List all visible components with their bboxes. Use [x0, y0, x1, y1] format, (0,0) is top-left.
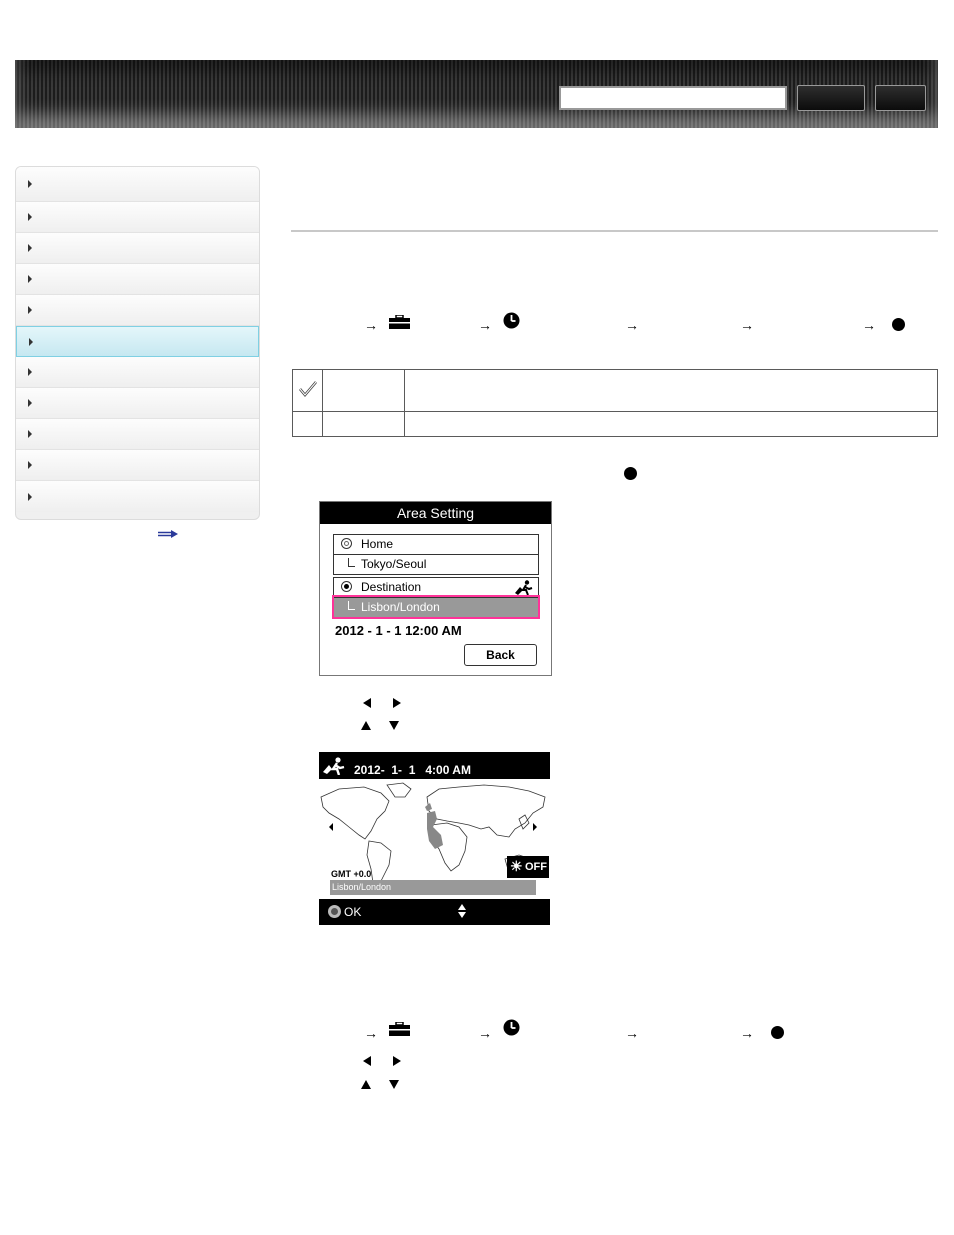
city-bar	[330, 880, 536, 895]
title-divider	[291, 230, 938, 232]
chevron-right-icon	[28, 368, 32, 376]
radio-selected-icon	[341, 581, 352, 592]
table-cell	[405, 412, 938, 437]
dst-status: OFF	[525, 861, 547, 873]
tree-branch-icon	[348, 601, 355, 610]
destination-city-row[interactable]	[334, 597, 538, 617]
destination-label: Destination	[361, 580, 422, 594]
sidebar-item[interactable]	[16, 419, 259, 450]
datetime-display: 2012- 1- 1 4:00 AM	[354, 763, 471, 777]
radio-icon	[341, 538, 352, 549]
search-input[interactable]	[559, 86, 787, 110]
step-arrow: →	[740, 317, 754, 333]
center-button-icon	[771, 1026, 784, 1039]
table-cell	[293, 370, 323, 412]
down-arrow-icon	[458, 912, 466, 918]
up-arrow-icon	[361, 1080, 371, 1089]
datetime-display: 2012 - 1 - 1 12:00 AM	[335, 623, 462, 638]
sidebar-item-active[interactable]	[16, 326, 259, 357]
sidebar-item[interactable]	[16, 357, 259, 388]
toolbox-icon	[389, 315, 410, 329]
chevron-right-icon	[28, 180, 32, 188]
clock-icon	[503, 312, 520, 329]
home-city: Tokyo/Seoul	[361, 557, 427, 571]
screen-title: Area Setting	[320, 502, 551, 524]
home-group	[333, 534, 539, 575]
chevron-right-icon	[28, 213, 32, 221]
table-cell	[323, 370, 405, 412]
table-cell	[293, 412, 323, 437]
step-arrow: →	[740, 1025, 754, 1041]
up-arrow-icon	[458, 904, 466, 910]
world-map[interactable]	[319, 779, 550, 899]
step-arrow: →	[625, 1025, 639, 1041]
sidebar-item[interactable]	[16, 167, 259, 202]
down-arrow-icon	[389, 721, 399, 730]
screen-header	[319, 752, 550, 779]
home-label: Home	[361, 537, 394, 551]
ok-label: OK	[344, 905, 362, 919]
step-arrow: →	[862, 317, 876, 333]
world-time-screen	[319, 752, 550, 925]
back-button[interactable]: Back	[464, 644, 537, 666]
center-button-icon	[624, 467, 637, 480]
sun-icon: ☀	[510, 858, 523, 874]
right-arrow-icon	[393, 1056, 401, 1066]
left-arrow-icon	[363, 698, 371, 708]
sidebar-nav	[15, 166, 260, 520]
table-cell	[405, 370, 938, 412]
destination-option[interactable]	[334, 578, 538, 597]
center-button-icon	[328, 905, 341, 918]
traveler-icon	[322, 757, 346, 775]
chevron-right-icon	[28, 430, 32, 438]
chevron-right-icon	[28, 493, 32, 501]
dst-indicator	[507, 856, 549, 878]
up-arrow-icon	[361, 721, 371, 730]
double-arrow-icon[interactable]	[158, 529, 178, 539]
down-arrow-icon	[389, 1080, 399, 1089]
area-setting-screen	[319, 501, 552, 676]
sidebar-item[interactable]	[16, 450, 259, 481]
options-table	[292, 369, 938, 437]
clock-icon	[503, 1019, 520, 1036]
chevron-right-icon	[28, 244, 32, 252]
sidebar-item[interactable]	[16, 295, 259, 326]
city-name: Lisbon/London	[332, 882, 392, 892]
step-arrow: →	[478, 1025, 492, 1041]
sidebar-item[interactable]	[16, 233, 259, 264]
chevron-right-icon	[28, 399, 32, 407]
traveler-icon	[514, 580, 534, 595]
toolbox-icon	[389, 1022, 410, 1036]
left-arrow-icon	[363, 1056, 371, 1066]
screen-footer	[319, 899, 550, 925]
home-city-row[interactable]	[334, 554, 538, 574]
sidebar-item[interactable]	[16, 202, 259, 233]
destination-city: Lisbon/London	[361, 600, 440, 614]
step-arrow: →	[625, 317, 639, 333]
sidebar-item[interactable]	[16, 388, 259, 419]
right-arrow-icon	[393, 698, 401, 708]
check-icon	[298, 380, 318, 398]
chevron-right-icon	[28, 306, 32, 314]
step-arrow: →	[364, 1025, 378, 1041]
gmt-offset: GMT +0.0	[331, 869, 372, 879]
home-option[interactable]	[334, 535, 538, 554]
search-button[interactable]	[797, 85, 865, 111]
step-arrow: →	[364, 317, 378, 333]
destination-group	[333, 577, 539, 618]
step-arrow: →	[478, 317, 492, 333]
table-cell	[323, 412, 405, 437]
chevron-right-icon	[28, 461, 32, 469]
chevron-right-icon	[29, 338, 33, 346]
sidebar-item[interactable]	[16, 264, 259, 295]
center-button-icon	[892, 318, 905, 331]
chevron-right-icon	[28, 275, 32, 283]
tree-branch-icon	[348, 558, 355, 567]
sidebar-item[interactable]	[16, 481, 259, 512]
header-button[interactable]	[875, 85, 926, 111]
